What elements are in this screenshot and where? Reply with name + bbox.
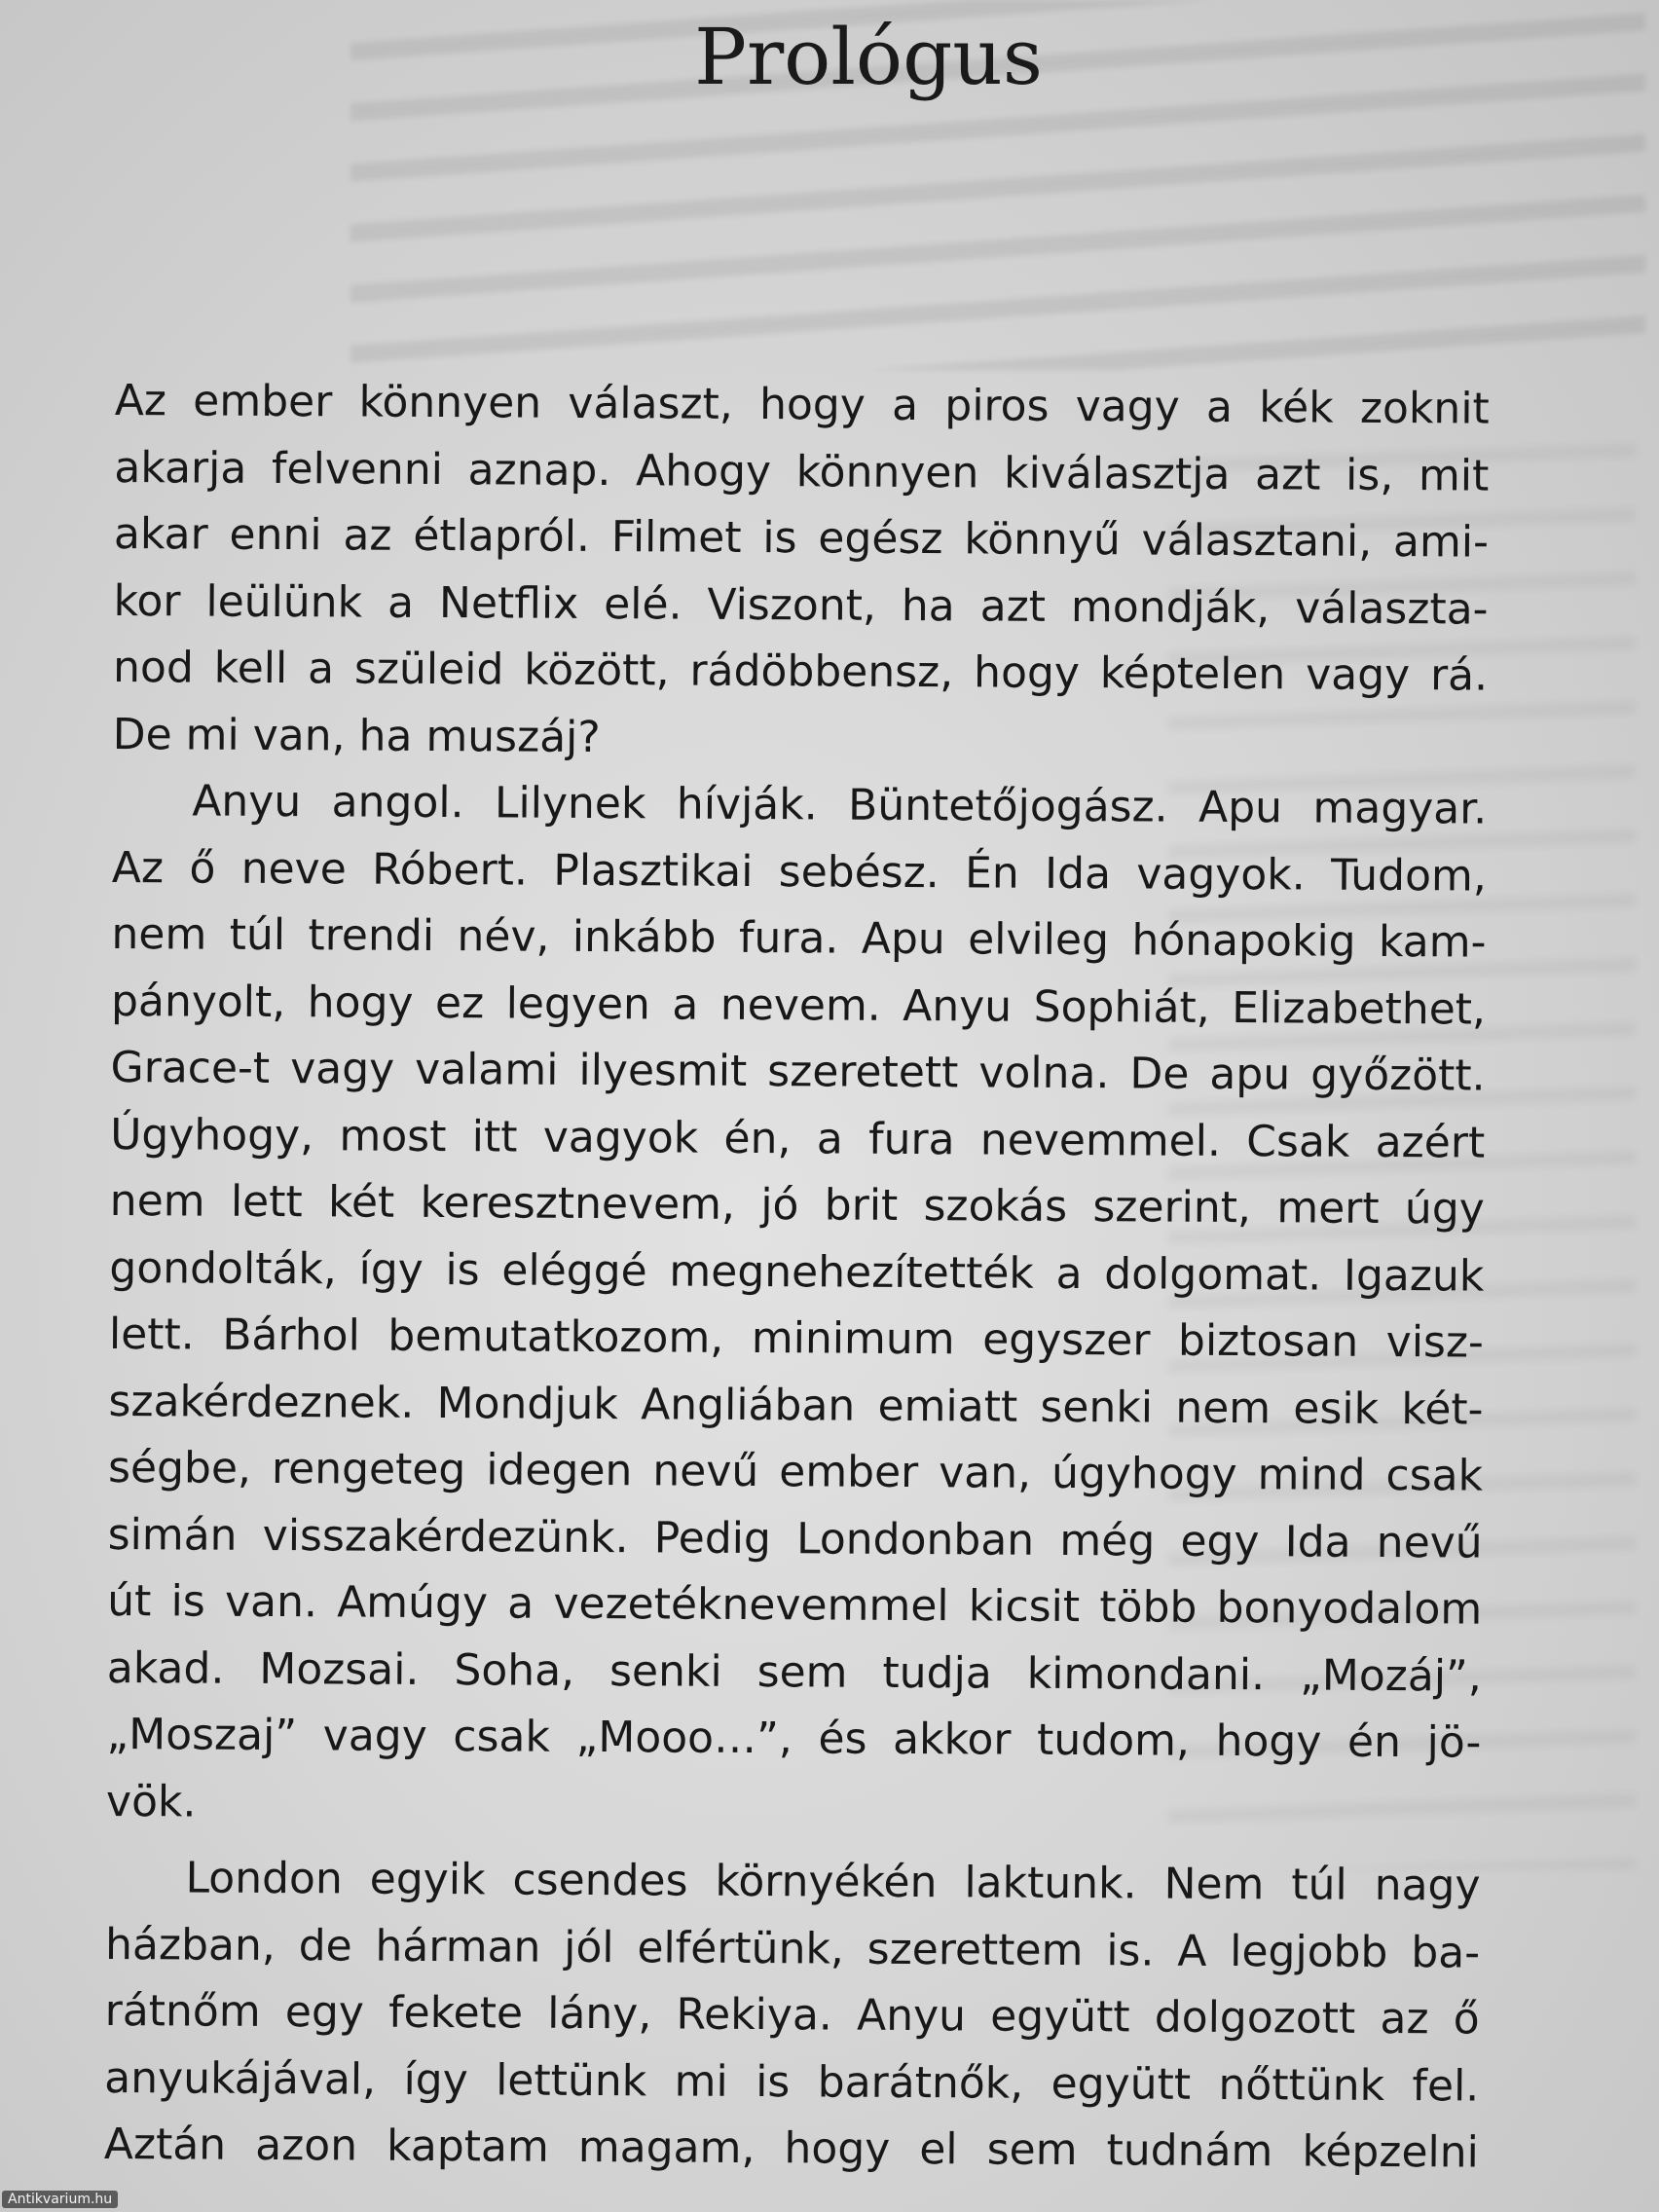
- text-line: London egyik csendes környékén laktunk. Nem túl nagy: [185, 1853, 1481, 1911]
- text-line: rátnőm egy fekete lány, Rekiya. Anyu együtt dolgozott az ő: [104, 1985, 1480, 2045]
- site-watermark: Antikvarium.hu: [2, 2191, 118, 2208]
- text-line: kor leülünk a Netflix elé. Viszont, ha azt mondják, választa-: [113, 575, 1489, 635]
- body-text: [104, 368, 1490, 2187]
- paragraph-2: [106, 768, 1488, 1844]
- text-line: gondolták, így is eléggé megnehezítették a dolgomat. Igazuk: [109, 1242, 1485, 1302]
- text-line: akar enni az étlapról. Filmet is egész könnyű választani, ami-: [113, 508, 1490, 568]
- chapter-title: Prológus: [694, 12, 1043, 102]
- text-line: akarja felvenni aznap. Ahogy könnyen kiválasztja azt is, mit: [114, 442, 1490, 501]
- text-line: Anyu angol. Lilynek hívják. Büntetőjogász. Apu magyar.: [192, 776, 1488, 834]
- text-line: nem lett két keresztnevem, jó brit szokás szerint, mert úgy: [109, 1175, 1485, 1235]
- text-line: szakérdeznek. Mondjuk Angliában emiatt senki nem esik két-: [108, 1376, 1484, 1435]
- paragraph-3: [104, 1845, 1481, 2187]
- text-line: házban, de hárman jól elfértünk, szerettem is. A legjobb ba-: [104, 1919, 1481, 1978]
- text-line: Az ő neve Róbert. Plasztikai sebész. Én Ida vagyok. Tudom,: [111, 842, 1487, 902]
- text-line: vök.: [105, 1776, 197, 1827]
- text-line: ségbe, rengeteg idegen nevű ember van, úgyhogy mind csak: [107, 1442, 1484, 1501]
- text-line: nod kell a szüleid között, rádöbbensz, hogy képtelen vagy rá.: [112, 642, 1489, 701]
- text-line: Aztán azon kaptam magam, hogy el sem tudnám képzelni: [103, 2119, 1479, 2178]
- text-line: simán visszakérdezünk. Pedig Londonban még egy Ida nevű: [107, 1509, 1483, 1568]
- text-line: nem túl trendi név, inkább fura. Apu elvileg hónapokig kam-: [111, 908, 1487, 968]
- text-line: De mi van, ha muszáj?: [112, 709, 601, 762]
- text-line: Az ember könnyen választ, hogy a piros vagy a kék zoknit: [114, 375, 1490, 434]
- text-line: „Moszaj” vagy csak „Mooo…”, és akkor tudom, hogy én jö-: [106, 1709, 1482, 1768]
- text-line: akad. Mozsai. Soha, senki sem tudja kimondani. „Mozáj”,: [106, 1642, 1482, 1702]
- text-line: út is van. Amúgy a vezetéknevemmel kicsit több bonyodalom: [107, 1575, 1483, 1635]
- text-line: Úgyhogy, most itt vagyok én, a fura nevemmel. Csak azért: [110, 1109, 1486, 1168]
- text-line: Grace-t vagy valami ilyesmit szeretett volna. De apu győzött.: [110, 1042, 1486, 1101]
- text-line: anyukájával, így lettünk mi is barátnők, együtt nőttünk fel.: [104, 2052, 1480, 2112]
- text-line: lett. Bárhol bemutatkozom, minimum egyszer biztosan visz-: [108, 1309, 1485, 1368]
- text-line: pányolt, hogy ez legyen a nevem. Anyu Sophiát, Elizabethet,: [110, 976, 1487, 1035]
- paragraph-1: [112, 368, 1489, 777]
